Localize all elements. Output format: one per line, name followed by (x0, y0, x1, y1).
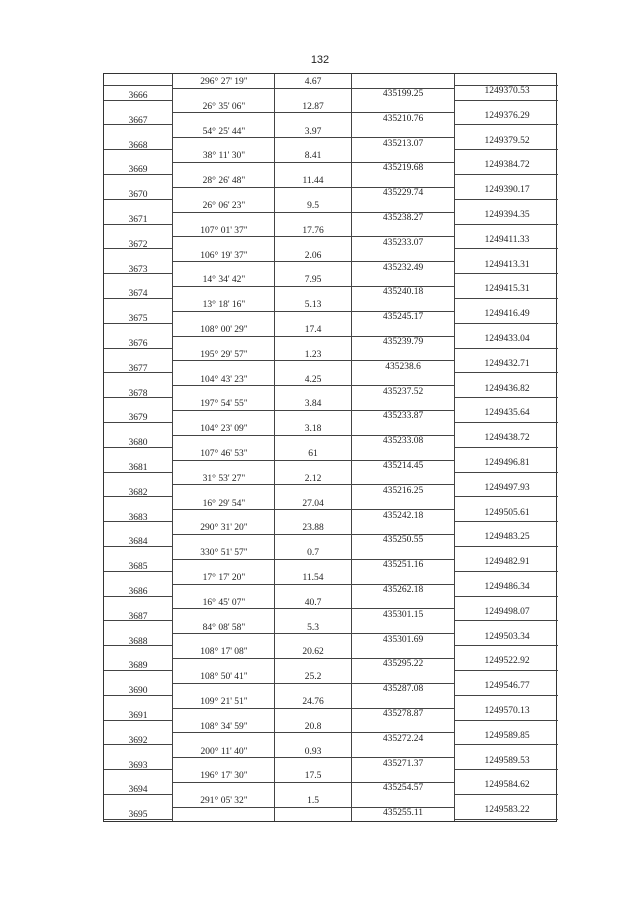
row-line (454, 472, 558, 473)
y-coordinate-cell: 1249497.93 (484, 482, 530, 493)
angle-cell: 296° 27' 19" (200, 77, 248, 87)
angle-cell: 84° 08' 58" (202, 622, 246, 633)
point-number-cell: 3672 (128, 239, 148, 250)
row-line (454, 447, 558, 448)
distance-cell: 8.41 (304, 151, 322, 162)
row-line (454, 695, 558, 696)
angle-cell: 13° 18' 16" (202, 300, 246, 311)
row-line (454, 323, 558, 324)
coordinates-table (103, 73, 557, 822)
x-coordinate-cell: 435219.68 (382, 163, 424, 174)
point-number-cell: 3690 (128, 686, 148, 697)
x-coordinate-cell: 435271.37 (382, 758, 424, 769)
point-number-cell: 3693 (128, 760, 148, 771)
distance-cell: 12.87 (302, 101, 324, 112)
x-coordinate-cell: 435250.55 (382, 535, 424, 546)
distance-cell: 3.97 (304, 126, 322, 137)
angle-cell: 17° 17' 20" (202, 573, 246, 583)
distance-cell: 25.2 (304, 672, 322, 683)
y-coordinate-cell: 1249589.53 (484, 755, 530, 766)
y-coordinate-cell: 1249482.91 (484, 557, 530, 568)
y-coordinate-cell: 1249522.92 (484, 656, 530, 667)
y-coordinate-cell: 1249394.35 (484, 210, 530, 220)
y-coordinate-cell: 1249435.64 (484, 408, 530, 419)
y-coordinate-cell: 1249376.29 (484, 110, 530, 121)
row-line (454, 620, 558, 621)
row-line (454, 149, 558, 150)
point-number-cell: 3686 (128, 587, 148, 597)
point-number-cell: 3680 (128, 438, 148, 449)
row-line (454, 521, 558, 522)
distance-cell: 20.62 (302, 647, 324, 658)
angle-cell: 197° 54' 55" (200, 399, 248, 410)
x-coordinate-cell: 435238.6 (385, 361, 421, 372)
y-coordinate-cell: 1249503.34 (484, 631, 530, 642)
x-coordinate-cell: 435301.69 (382, 634, 424, 645)
point-number-cell: 3681 (128, 463, 148, 473)
row-line (454, 546, 558, 547)
angle-cell: 195° 29' 57" (200, 349, 248, 360)
point-number-cell: 3675 (128, 314, 148, 325)
row-line (454, 596, 558, 597)
distance-cell: 17.5 (304, 771, 322, 782)
row-line (454, 224, 558, 225)
x-coordinate-cell: 435301.15 (382, 609, 424, 620)
distance-cell: 2.12 (304, 473, 322, 484)
point-number-cell: 3685 (128, 562, 148, 573)
point-number-cell: 3692 (128, 735, 148, 746)
x-coordinate-cell: 435233.87 (382, 411, 424, 422)
angle-cell: 104° 43' 23" (200, 374, 248, 385)
point-number-cell: 3666 (128, 91, 148, 101)
y-coordinate-cell: 1249390.17 (484, 185, 530, 196)
y-coordinate-cell: 1249546.77 (484, 681, 530, 692)
x-coordinate-cell: 435240.18 (382, 287, 424, 298)
row-line (454, 348, 558, 349)
point-number-cell: 3688 (128, 636, 148, 647)
distance-cell: 61 (308, 449, 318, 459)
angle-cell: 196° 17' 30" (200, 771, 248, 782)
point-number-cell: 3674 (128, 289, 148, 300)
distance-cell: 3.84 (304, 399, 322, 410)
row-line (454, 794, 558, 795)
angle-cell: 108° 00' 29" (200, 325, 248, 335)
x-coordinate-cell: 435295.22 (382, 659, 424, 670)
y-coordinate-cell: 1249416.49 (484, 309, 530, 320)
point-number-cell: 3676 (128, 339, 148, 349)
row-line (454, 100, 558, 101)
row-line (454, 199, 558, 200)
point-number-cell: 3673 (128, 264, 148, 275)
x-coordinate-cell: 435213.07 (382, 138, 424, 149)
angle-cell: 108° 17' 08" (200, 647, 248, 658)
distance-cell: 4.25 (304, 374, 322, 385)
x-coordinate-cell: 435237.52 (382, 386, 424, 397)
distance-cell: 11.54 (302, 573, 324, 583)
page-number: 132 (310, 54, 330, 66)
y-coordinate-cell: 1249433.04 (484, 334, 530, 344)
point-number-cell: 3682 (128, 487, 148, 498)
distance-cell: 2.06 (304, 250, 322, 261)
y-coordinate-cell: 1249438.72 (484, 433, 530, 444)
angle-cell: 26° 06' 23" (202, 201, 246, 211)
point-number-cell: 3670 (128, 190, 148, 201)
point-number-cell: 3677 (128, 363, 148, 374)
row-line (454, 124, 558, 125)
x-coordinate-cell: 435232.49 (382, 262, 424, 273)
y-coordinate-cell: 1249432.71 (484, 358, 530, 369)
angle-cell: 26° 35' 06" (202, 101, 246, 112)
distance-cell: 40.7 (304, 597, 322, 608)
distance-cell: 27.04 (302, 498, 324, 509)
x-coordinate-cell: 435239.79 (382, 337, 424, 347)
point-number-cell: 3667 (128, 115, 148, 126)
x-coordinate-cell: 435254.57 (382, 783, 424, 794)
row-line (454, 819, 558, 820)
distance-cell: 1.5 (307, 796, 319, 807)
distance-cell: 24.76 (302, 697, 324, 707)
angle-cell: 54° 25' 44" (202, 126, 246, 137)
point-number-cell: 3689 (128, 661, 148, 672)
x-coordinate-cell: 435242.18 (382, 510, 424, 521)
y-coordinate-cell: 1249483.25 (484, 532, 530, 543)
row-line (454, 273, 558, 274)
angle-cell: 107° 01' 37" (200, 225, 248, 236)
x-coordinate-cell: 435272.24 (382, 733, 424, 744)
distance-cell: 5.3 (307, 622, 319, 633)
row-line (104, 85, 172, 86)
row-line (454, 174, 558, 175)
row-line (454, 769, 558, 770)
angle-cell: 16° 45' 07" (202, 597, 246, 608)
x-coordinate-cell: 435199.25 (382, 89, 424, 99)
x-coordinate-cell: 435278.87 (382, 709, 424, 719)
row-line (454, 298, 558, 299)
y-coordinate-cell: 1249570.13 (484, 706, 530, 716)
y-coordinate-cell: 1249498.07 (484, 606, 530, 617)
angle-cell: 108° 34' 59" (200, 721, 248, 732)
point-number-cell: 3671 (128, 215, 148, 225)
row-line (454, 720, 558, 721)
angle-cell: 330° 51' 57" (200, 548, 248, 559)
x-coordinate-cell: 435262.18 (382, 585, 424, 595)
point-number-cell: 3695 (128, 810, 148, 821)
distance-cell: 17.4 (304, 325, 322, 335)
row-line (454, 744, 558, 745)
angle-cell: 31° 53' 27" (202, 473, 246, 484)
point-number-cell: 3668 (128, 140, 148, 151)
point-number-cell: 3679 (128, 413, 148, 424)
x-coordinate-cell: 435216.25 (382, 485, 424, 496)
angle-cell: 108° 50' 41" (200, 672, 248, 683)
point-number-cell: 3694 (128, 785, 148, 796)
y-coordinate-cell: 1249384.72 (484, 160, 530, 171)
point-number-cell: 3691 (128, 711, 148, 721)
row-line (454, 422, 558, 423)
x-coordinate-cell: 435229.74 (382, 188, 424, 199)
x-coordinate-cell: 435233.07 (382, 237, 424, 248)
y-coordinate-cell: 1249411.33 (484, 234, 530, 245)
x-coordinate-cell: 435233.08 (382, 436, 424, 447)
angle-cell: 109° 21' 51" (200, 697, 248, 707)
x-coordinate-cell: 435255.11 (382, 808, 424, 819)
distance-cell: 20.8 (304, 721, 322, 732)
y-coordinate-cell: 1249584.62 (484, 780, 530, 791)
point-number-cell: 3683 (128, 512, 148, 523)
x-coordinate-cell: 435287.08 (382, 684, 424, 695)
distance-cell: 3.18 (304, 424, 322, 435)
angle-cell: 291° 05' 32" (200, 796, 248, 807)
angle-cell: 106° 19' 37" (200, 250, 248, 261)
angle-cell: 38° 11' 30" (202, 151, 246, 162)
x-coordinate-cell: 435210.76 (382, 113, 424, 124)
y-coordinate-cell: 1249486.34 (484, 582, 530, 592)
x-coordinate-cell: 435238.27 (382, 213, 424, 223)
point-number-cell: 3684 (128, 537, 148, 548)
angle-cell: 290° 31' 20" (200, 523, 248, 534)
x-coordinate-cell: 435214.45 (382, 461, 424, 471)
distance-cell: 1.23 (304, 349, 322, 360)
distance-cell: 9.5 (307, 201, 319, 211)
point-number-cell: 3669 (128, 165, 148, 176)
y-coordinate-cell: 1249436.82 (484, 383, 530, 394)
y-coordinate-cell: 1249583.22 (484, 805, 530, 816)
row-line (454, 372, 558, 373)
y-coordinate-cell: 1249496.81 (484, 458, 530, 468)
row-line (454, 571, 558, 572)
y-coordinate-cell: 1249413.31 (484, 259, 530, 270)
row-line (454, 670, 558, 671)
angle-cell: 28° 26' 48" (202, 176, 246, 187)
point-number-cell: 3678 (128, 388, 148, 399)
distance-cell: 0.93 (304, 746, 322, 757)
distance-cell: 11.44 (302, 176, 324, 187)
row-line (454, 248, 558, 249)
distance-cell: 0.7 (307, 548, 319, 559)
distance-cell: 17.76 (302, 225, 324, 236)
row-line (454, 496, 558, 497)
y-coordinate-cell: 1249370.53 (484, 86, 530, 96)
distance-cell: 23.88 (302, 523, 324, 534)
angle-cell: 107° 46' 53" (200, 449, 248, 459)
y-coordinate-cell: 1249379.52 (484, 135, 530, 146)
row-line (454, 397, 558, 398)
y-coordinate-cell: 1249505.61 (484, 507, 530, 518)
distance-cell: 7.95 (304, 275, 322, 286)
angle-cell: 200° 11' 40" (200, 746, 248, 757)
x-coordinate-cell: 435251.16 (382, 560, 424, 571)
row-line (454, 85, 558, 86)
row-line (454, 645, 558, 646)
point-number-cell: 3687 (128, 611, 148, 622)
angle-cell: 104° 23' 09" (200, 424, 248, 435)
x-coordinate-cell: 435245.17 (382, 312, 424, 323)
angle-cell: 14° 34' 42" (202, 275, 246, 286)
y-coordinate-cell: 1249589.85 (484, 730, 530, 741)
y-coordinate-cell: 1249415.31 (484, 284, 530, 295)
distance-cell: 4.67 (304, 77, 322, 87)
distance-cell: 5.13 (304, 300, 322, 311)
angle-cell: 16° 29' 54" (202, 498, 246, 509)
